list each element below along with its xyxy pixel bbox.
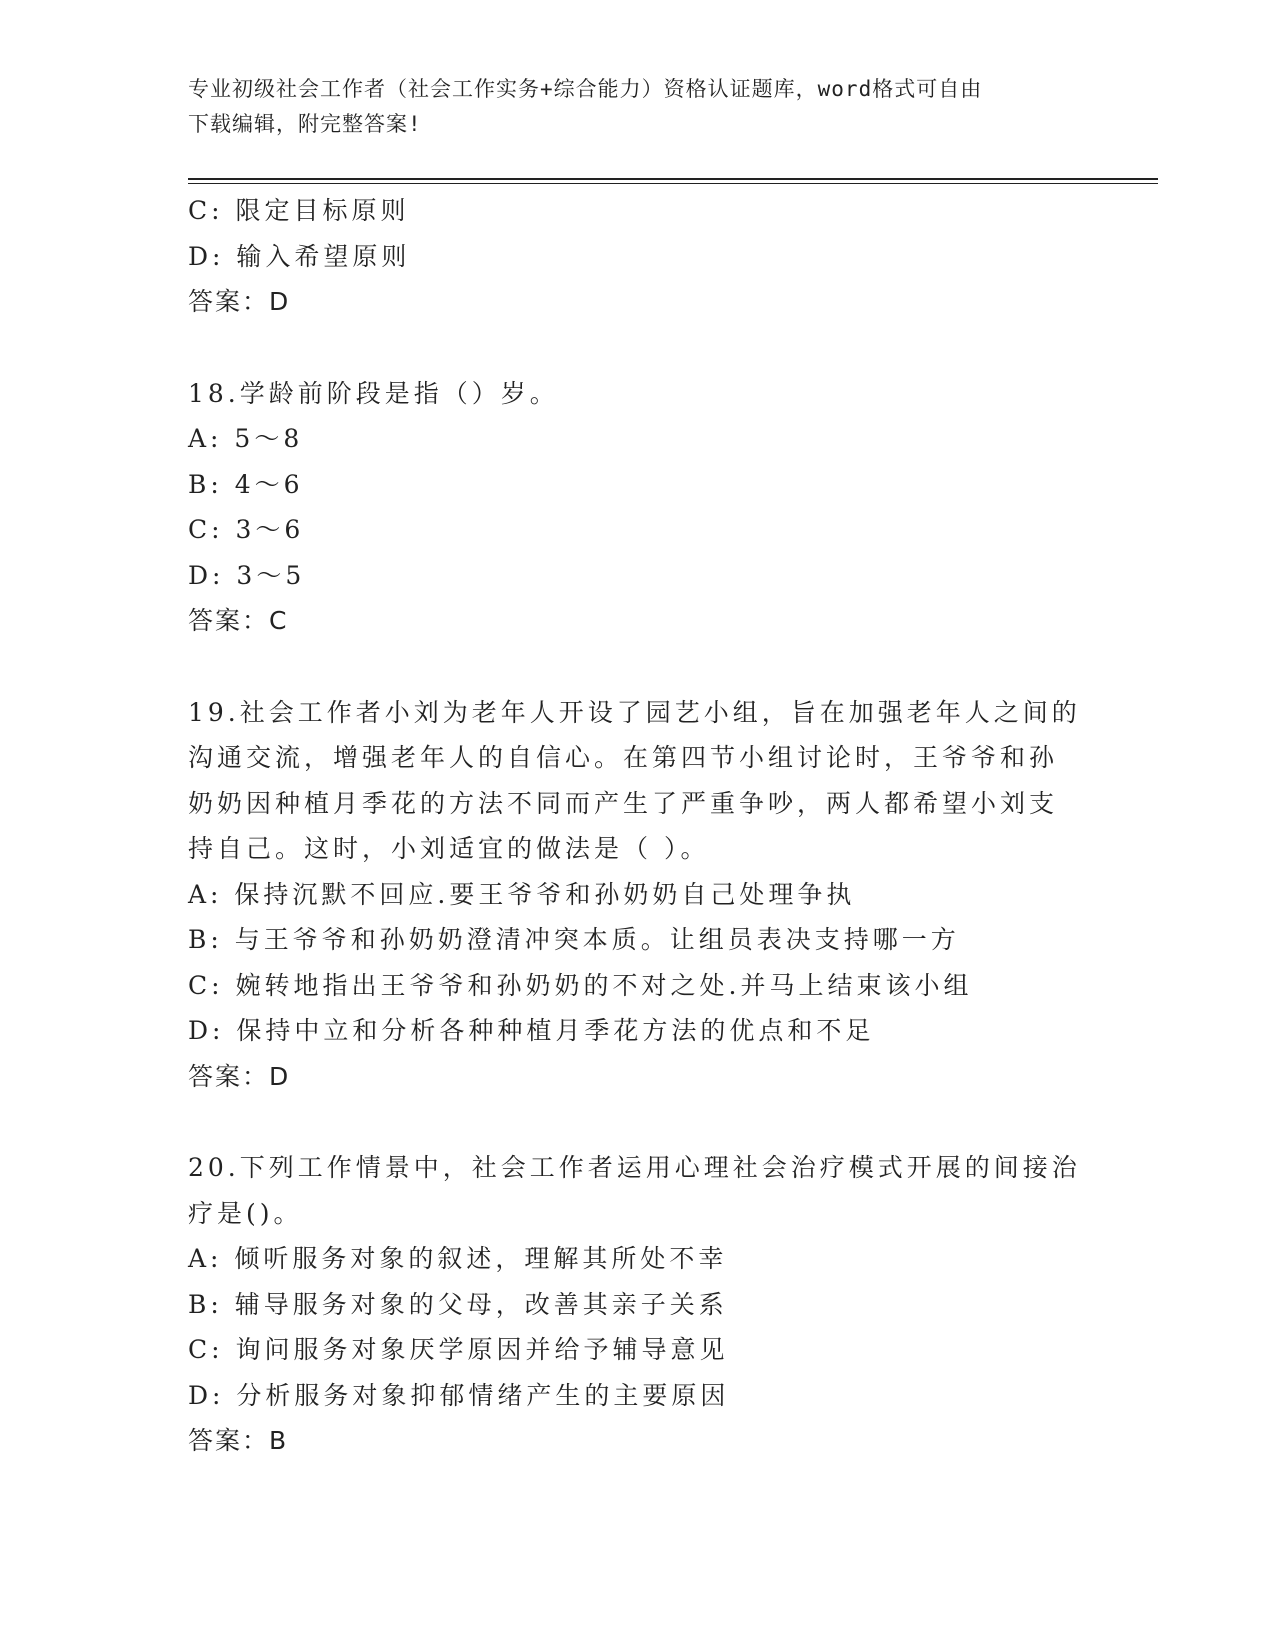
question-20 bbox=[188, 1145, 1158, 1464]
document-header bbox=[188, 72, 1158, 142]
option-b: B: 4～6 bbox=[188, 469, 304, 499]
stem-line: 持自己。这时，小刘适宜的做法是（ ）。 bbox=[188, 834, 710, 863]
answer-label: 答案：C bbox=[188, 606, 289, 635]
question-18 bbox=[188, 371, 1158, 644]
option-d: D: 分析服务对象抑郁情绪产生的主要原因 bbox=[188, 1380, 730, 1410]
answer-label: 答案：D bbox=[188, 1061, 291, 1091]
question-19 bbox=[188, 690, 1158, 1100]
answer-label: 答案：D bbox=[188, 287, 291, 316]
option-d: D: 保持中立和分析各种种植月季花方法的优点和不足 bbox=[188, 1016, 875, 1045]
stem-line: 20.下列工作情景中，社会工作者运用心理社会治疗模式开展的间接治 bbox=[188, 1153, 1081, 1182]
stem-line: 奶奶因种植月季花的方法不同而产生了严重争吵，两人都希望小刘支 bbox=[188, 788, 1059, 818]
option-a: A: 5～8 bbox=[188, 424, 304, 453]
question-list bbox=[188, 188, 1158, 1464]
header-line-1: 专业初级社会工作者（社会工作实务+综合能力）资格认证题库，word格式可自由 bbox=[188, 77, 983, 101]
stem-line: 19.社会工作者小刘为老年人开设了园艺小组，旨在加强老年人之间的 bbox=[188, 697, 1081, 727]
option-c: C: 询问服务对象厌学原因并给予辅导意见 bbox=[188, 1335, 729, 1364]
option-a: A: 保持沉默不回应.要王爷爷和孙奶奶自己处理争执 bbox=[188, 879, 856, 909]
option-c: C: 婉转地指出王爷爷和孙奶奶的不对之处.并马上结束该小组 bbox=[188, 970, 973, 1000]
header-divider bbox=[188, 178, 1158, 184]
question-stem bbox=[188, 1145, 1158, 1236]
answer-label: 答案：B bbox=[188, 1426, 289, 1455]
option-a: A: 倾听服务对象的叙述，理解其所处不幸 bbox=[188, 1244, 728, 1273]
option-d: D: 输入希望原则 bbox=[188, 241, 411, 271]
stem-line: 18.学龄前阶段是指（）岁。 bbox=[188, 378, 559, 408]
option-c: C: 限定目标原则 bbox=[188, 196, 410, 225]
option-b: B: 辅导服务对象的父母，改善其亲子关系 bbox=[188, 1289, 728, 1319]
stem-line: 疗是()。 bbox=[188, 1198, 303, 1228]
stem-line: 沟通交流，增强老年人的自信心。在第四节小组讨论时，王爷爷和孙 bbox=[188, 743, 1059, 772]
option-c: C: 3～6 bbox=[188, 515, 305, 544]
option-d: D: 3～5 bbox=[188, 560, 306, 590]
header-line-2: 下载编辑，附完整答案! bbox=[188, 112, 422, 136]
option-b: B: 与王爷爷和孙奶奶澄清冲突本质。让组员表决支持哪一方 bbox=[188, 925, 960, 954]
question-stem bbox=[188, 371, 1158, 417]
document-page bbox=[188, 0, 1158, 1464]
question-stem bbox=[188, 690, 1158, 872]
question-17-continued bbox=[188, 188, 1158, 325]
